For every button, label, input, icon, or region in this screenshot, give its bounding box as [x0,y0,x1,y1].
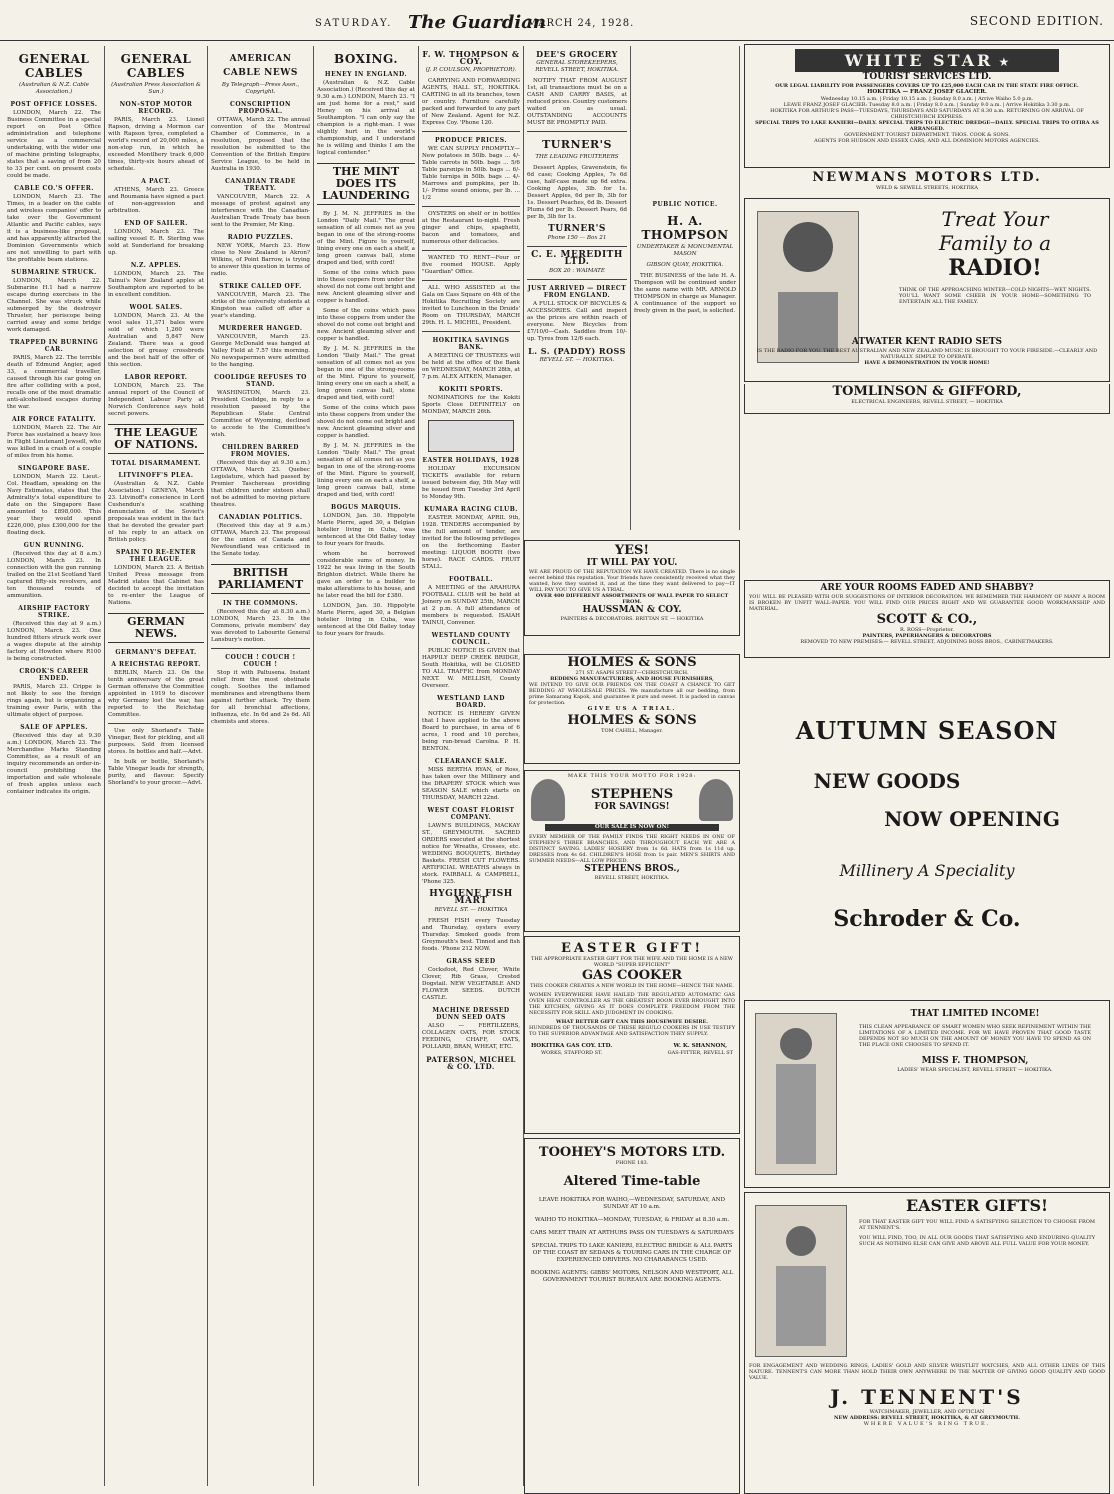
story-text: (Australian & N.Z. Cable Association.) GENEVA, March 23. Litvinoff's conscience in Lord Cushendun's scathing denunciation of the Soviet's proposals was evident in the fact that he devoted the greater part of his reply to an attack on British policy. [108,481,204,543]
story-text: (Received this day at 9.30 a.m.) OTTAWA, March 23. Quebec Legislature, which had passed by Premier Taschereau providing that children under sixteen shall not be admitted to moving picture theatres. [211,460,310,508]
story-heading: TRAPPED IN BURNING CAR. [9,339,99,353]
story-text: LONDON, March 23. The Tainui's New Zealand apples at Southampton are reported to be in excellent condition. [108,271,204,298]
ad-text: NOTIFY THAT FROM AUGUST 1st, all transactions must be on a CASH AND CARRY BASIS, at reduced prices. Country customers waited on as usual. OUTSTANDING ACCOUNTS MUST BE PROMPTLY PAID. [527,78,627,126]
column-heading: GENERAL CABLES [120,52,192,80]
story-heading: BOGUS MARQUIS. [331,504,401,511]
ad-heading: EASTER HOLIDAYS, 1928 [422,457,520,464]
tennent-footer [745,1363,1109,1427]
story-heading: CANADIAN TRADE TREATY. [225,178,296,192]
story-text: NEW YORK, March 23. How close to New Zealand is Akron? Wilkins, of Point Barrow, is trying to answer this question in terms of radio. [211,243,310,277]
ad-text: WE ARE PROUD OF THE REPUTATION WE HAVE CREATED. There is no single secret behind this reputation. Your friends have consistently received what they wanted, how they wanted it, and at the time they want delivered to pay—IT WILL PAY YOU TO GIVE US A TRIAL. [529,569,735,593]
story-text: LONDON, Jan. 30. Hippolyte Marie Pierre, aged 30, a Belgian hotelier living in Cuba, was sentenced at the Old Bailey today to four years for frauds. [317,513,415,547]
column-public-notice [631,46,740,530]
story-heading: STRIKE CALLED OFF. [219,283,302,290]
ad-company: Schroder & Co. [833,906,1021,932]
ad-text: ALL WHO ASSISTED at the Gala on Cass Square on 4th of the Hokitika Recruiting Society are invited to Luncheon in the Druids' Room on THURSDAY, MARCH 29th. H. L. MICHEL, President. [422,285,520,326]
ad-title: EASTER GIFTS! [905,1196,1049,1215]
ad-text: THE BUSINESS of the late H. A. Thompson will be continued under the same name with MR. ARNOLD THOMPSON in charge as Manager. A continuance of the support so freely given in the past, is solicited. [634,273,736,314]
ad-heading: KUMARA RACING CLUB. [424,506,518,513]
ad-text: THINK OF THE APPROACHING WINTER—COLD NIGHTS—WET NIGHTS. YOU'LL WANT SOME CHEER IN YOUR HOME—SOMETHING TO ENTERTAIN ALL THE FAMILY. [899,287,1091,305]
ad-text: HAVE A DEMONSTRATION IN YOUR HOME! [864,360,990,366]
ad-subtitle: NOW OPENING [884,807,1060,831]
ad-footer-row [525,1037,739,1056]
ad-heading: MACHINE DRESSED DUNN SEED OATS [432,1007,510,1021]
ad-subtitle: TOURIST SERVICES LTD. [862,72,992,82]
masthead-title: The Guardian [408,12,546,33]
ad-holmes [524,654,740,764]
ad-text: THIS CLEAN APPEARANCE OF SMART WOMEN WHO SEEK REFINEMENT WITHIN THE LIMITATIONS OF A LIMITED INCOME. FOR WE HAVE PROVEN THAT GOOD TASTE DEPENDS NOT SO MUCH ON THE AMOUNT OF MONEY YOU HAVE TO SPEND AS ON THE PLACE ONE CHOOSES TO SPEND IT. [859,1024,1091,1048]
ad-text: IS THE RADIO FOR YOU. THE BEST AUSTRALIAN AND NEW ZEALAND MUSIC IS BROUGHT TO YOUR FIRESIDE.—CLEARLY AND NATURALLY. SIMPLE TO OPERATE. [756,348,1098,360]
divider [422,206,520,207]
section-heading-british-parliament: BRITISH PARLIAMENT [211,564,310,594]
divider [422,250,520,251]
ad-text: SPECIAL TRIPS TO LAKE KANIERI, ELECTRIC BRIDGE & ALL PARTS OF THE COAST BY SEDANS & TOURING CARS IN THE CHARGE OF EXPERIENCED DRIVERS. NO CHARABANCS USED. [531,1243,733,1263]
ad-subheading: THE LEADING FRUITERERS [535,154,619,160]
story-text: whom he borrowed considerable sums of money. In 1922 he was living in the South Brighton district. While there he gave an order to a builder to make alterations to his house, and he later read the bill for £380. [317,551,415,599]
speaker-horn-icon [783,222,833,272]
ad-heading: TURNER'S [548,224,606,234]
tennent-text-block [855,1197,1099,1247]
ad-white-star [744,44,1110,168]
ad-title: TOOHEY'S MOTORS LTD. [538,1145,726,1160]
ad-company: TOMLINSON & GIFFORD, [832,384,1022,399]
story-heading: SPAIN TO RE-ENTER THE LEAGUE. [116,549,196,563]
column-boxing [314,46,419,1486]
ad-radio [744,198,1110,382]
column-general-cables-2 [105,46,208,1486]
story-text: (Australian & N.Z. Cable Association.) (Received this day at 9.30 a.m.) LONDON, March 23. "I am just home for a rest," said Heney on his arrival at Southampton. "I can only say the champion is a right-man. I was slightly hurt in the world's championship, and I understand he is willing and thinks I am the logical contender." [317,80,415,156]
story-heading: GERMANY'S DEFEAT. [115,649,197,656]
masthead [0,0,1114,41]
story-text: VANCOUVER, March 23. The strike of the university students at Kingston was called off after a year's standing. [211,292,310,319]
story-text: LONDON, March 23. The annual report of the Council of Independent Labour Party at Norwich Conference says hold secret powers. [108,383,204,417]
ad-text: MISS BERTHA RYAN, of Ross, has taken over the Millinery and the DRAPERY STOCK which was SEASON SALE which starts on THURSDAY, MARCH 22nd. [422,767,520,801]
ad-gas-cooker [524,936,740,1134]
story-heading: IN THE COMMONS. [223,600,298,607]
story-text: LONDON, March 23. The Times, in a leader on the cable and wireless companies' offer to take over the Government Atlantic and Pacific cables, says it is a business-like proposal, and has apparently attracted the Dominion Governments which are not unwilling to part with the profitable beam stations. [7,194,101,263]
ad-scott [744,580,1110,658]
ad-title: YES! [614,543,650,558]
ad-text: HUNDREDS OF THOUSANDS OF THESE REGULO COOKERS IN USE TESTIFY TO THE SUPERIOR ADVANTAGE AND SATISFACTION THEY SUPPLY. [529,1025,735,1037]
ad-route: HOKITIKA — FRANZ JOSEF GLACIER. [867,89,987,95]
ad-text: OUR LEGAL LIABILITY FOR PASSENGERS COVERS UP TO £25,000 EACH CAR IN THE STATE FIRE OFFICE. [775,83,1079,89]
ad-text: LEAVE HOKITIKA FOR WAIHO,—WEDNESDAY, SATURDAY, AND SUNDAY AT 10 a.m. [538,1197,726,1210]
column-classified-ads-2 [524,46,631,530]
ad-title: NEWMANS MOTORS LTD. [812,170,1042,185]
story-text: OTTAWA, March 22. The annual convention of the Montreal Chamber of Commerce, in a resolution, proposed that the resolution be submitted to the Convention of the British Empire Service League, to be held in Australia in 1930. [211,117,310,172]
ad-heading: KOKITI SPORTS. [438,386,504,393]
section-heading-german-news: GERMAN NEWS. [108,613,204,643]
ad-text: AGENTS FOR HUDSON AND ESSEX CARS, AND ALL DOMINION MOTORS AGENCIES. [814,138,1040,144]
ad-title: Treat Your [941,207,1049,231]
ad-heading: PRODUCE PRICES. [435,137,507,144]
income-text-block [855,1009,1095,1073]
story-heading: N.Z. APPLES. [130,262,182,269]
story-text: PARIS, March 23. Crippe is not likely to see the foreign rings again, but is organizing a training ewer Paris, with the ultimate object of purpose. [7,684,101,718]
story-heading: LITVINOFF'S PLEA. [118,472,194,479]
story-text: (Received this day at 9 a.m.) LONDON, March 23. One hundred fitters struck work over a wages dispute at the airship factory at Howden where R100 is being constructed. [7,621,101,662]
ad-text: OVER 400 DIFFERENT ASSORTMENTS OF WALL PAPER TO SELECT FROM. [535,593,729,605]
column-heading: BOXING. [334,52,398,66]
story-text: Some of the coins which pass into these coppers from under the shovel do not come out bright and new. Ancient gleaming silver and copper is handled. [317,405,415,439]
ad-manager: W. K. SHANNON, [673,1043,728,1049]
story-text: BERLIN, March 23. On the tenth anniversary of the great German offensive the Committee appointed in 1919 to discover why Germany lost the war, has reported to the Reichstag Committee. [108,670,204,718]
ad-text: LAWN'S BUILDINGS, MACKAY ST., GREYMOUTH. SACRED ORDERS executed at the shortest notice for Wreaths, Crosses, etc. WEDDING BOUQUETS, Birthday Baskets. FRESH CUT FLOWERS. ARTIFICIAL WREATHS always in stock. FAIRBALL & CAMPBELL, 'Phone 325. [422,823,520,885]
ad-address: PAINTERS & DECORATORS. BRITTAN ST. — HOKITIKA [560,616,704,622]
ad-tomlinson [744,384,1110,414]
story-heading: CABLE CO.'S OFFER. [14,185,94,192]
ad-subheading: GIBSON QUAY, HOKITIKA. [646,262,724,268]
column-subheading: (Australian Press Association & Sun.) [111,82,201,95]
advert-text: Stop it with Paltusena. Instant relief from the most obstinate cough. Soothes the inflamed membranes and strengthens them against further attack. Try them for all bronchial affections, influenza, etc. In 6d and 2s 6d. All chemists and stores. [211,670,310,725]
ad-brand-block [591,787,673,813]
ad-company: HAUSSMAN & COY. [582,605,682,615]
ad-text: PAINTERS, PAPERHANGERS & DECORATORS [862,633,992,639]
ad-address: WELD & SEWELL STREETS, HOKITIKA [875,185,979,191]
story-heading: GUN RUNNING. [23,542,85,549]
ad-text: HOLIDAY EXCURSION TICKETS available for return issued between day, 5th May will be issued from Tuesday 3rd April to Monday 9th. [422,466,520,500]
ad-heading: H. A. THOMPSON [641,214,729,242]
masthead-day: SATURDAY. [315,18,393,29]
column-general-cables-1 [4,46,105,1486]
ad-text: A FULL STOCK OF BICYCLES & ACCESSORIES. Call and inspect as the prices are within reach of everyone. New Bicycles from £7/10/0—Cash. Saddles from 10/- up. Tyres from 12/6 each. [527,301,627,342]
ad-text: CARRYING AND FORWARDING AGENTS, HALL ST., HOKITIKA. CARTING in all its branches, town or country. Furniture carefully packed and forwarded to any part of New Zealand. Agent for N.Z. Express Coy. 'Phone 120. [422,78,520,126]
ad-subheading: BOX 20 : WAIMATE [548,268,606,274]
story-text: By J. M. N. JEFFRIES in the London "Daily Mail." The great sensation of all comes not as you began in one of the strong-rooms of the Mint. Figure to yourself, lining every one on each a shelf, a long green canvas ball, stone draped and tied, with cord! [317,443,415,498]
ad-text: WE INTEND TO GIVE OUR FRIENDS ON THE COAST A CHANCE TO GET BEDDING AT WHOLESALE PRICES. We manufacture all our bedding, from prime Samarang Kapok, and guarantee it pure and sweet. It is packed in canvas for protection. [529,682,735,706]
ad-text: NOMINATIONS for the Kokiti Sports Close DEFINITELY on MONDAY, MARCH 26th. [422,395,520,415]
story-text: WASHINGTON, March 23. President Coolidge, in reply to a resolution passed by the Republican State Central Committee of Wyoming, declined to accede to the Committee's wish. [211,390,310,438]
ad-slogan: GIVE US A TRIAL. [587,706,677,712]
story-text: LONDON, March 23. A British United Press message from Madrid states that Cabinet has decided to accept the invitation to re-enter the League of Nations. [108,565,204,606]
story-heading: TOTAL DISARMAMENT. [111,460,201,467]
ad-heading: F. W. THOMPSON & COY. [422,49,520,66]
story-text: VANCOUVER, March 23. George McDonald was hanged at Valley Field at 7.57 this morning. No newspapermen were admitted to the hanging. [211,334,310,368]
story-text: Some of the coins which pass into these coppers from under the shovel do not come out bright and new. Ancient gleaming silver and copper is handled. [317,308,415,342]
story-heading: RADIO PUZZLES. [227,234,294,241]
advert-text: In bulk or bottle, Shorland's Table Vinegar leads for strength, purity, and flavour. Specify Shorland's to your grocer.—Advt. [108,759,204,786]
story-text: (Received this day at 8.30 a.m.) LONDON, March 23. In the Commons, private members' day was devoted to Labourite General Lansbury's motion. [211,609,310,643]
story-heading: LABOR REPORT. [124,374,188,381]
ad-subheading: Phone 150 — Box 21 [547,235,607,241]
ad-subheading: REVELL ST. — HOKITIKA [434,907,508,913]
story-heading: WOOL SALES. [129,304,183,311]
story-text: By J. M. N. JEFFRIES in the London "Daily Mail." The great sensation of all comes not as you began in one of the strong-rooms of the Mint. Figure to yourself, lining every one on each a shelf, a long green canvas ball, stone draped and tied, with cord! [317,346,415,401]
ad-text: YOU WILL BE PLEASED WITH OUR SUGGESTIONS OF INTERIOR DECORATION. WE REMEMBER THE HARMONY OF MANY A ROOM IS BROKEN BY UNFIT WALL-PAPER. YOU WILL FIND OUR PRICES RIGHT AND WE GUARANTEE GOOD WORKMANSHIP AND MATERIAL. [749,594,1105,612]
story-heading: POST OFFICE LOSSES. [10,101,98,108]
ad-heading: WESTLAND LAND BOARD. [437,695,505,709]
ad-title: EASTER GIFT! [560,941,704,956]
ad-schroder [744,702,1110,988]
ad-title: GAS COOKER [581,968,683,983]
column-subheading: By Telegraph—Press Assn., Copyright. [221,82,300,95]
ad-tooheys [524,1138,740,1494]
story-text: PARIS, March 23. Lionel Rapson, driving a Mormon car with Rapson tyres, completed a world's record of 20,000 miles, a non-stop run, in which he exceeded Montlhery track 6,000 times, thirty-six hours ahead of schedule. [108,117,204,172]
divider [211,648,310,649]
ad-text: OYSTERS on shelf or in bottles at the Restaurant to-night. Fresh ginger and chips, spaghetti, bacon and tomatoes, and numerous other delicacies. [422,211,520,245]
ad-text: ALSO — FERTILIZERS, COLLAGEN OATS, FOR STOCK FEEDING, CHAFF, OATS, POLLARD, BRAN, WHEAT, ETC. [422,1023,520,1050]
ad-text: YOU WILL FIND, TOO, IN ALL OUR GOODS THAT SATISFYING AND ENDURING QUALITY SUCH AS NOTHING ELSE CAN GIVE AND ABOVE ALL FULL VALUE FOR YOUR MONEY. [859,1235,1095,1247]
ad-text: REMOVED TO NEW PREMISES:— REVELL STREET, ADJOINING ROSS BROS., CABINETMAKERS. [800,639,1054,645]
ad-text: Cocksfoot, Red Clover, White Clover, Rib Grass, Crested Dogstail. NEW VEGETABLE AND FLOWER SEEDS. DUTCH CASTLE. [422,967,520,1001]
story-text: LONDON, March 23. At the wool sales 11,371 bales were sold of which 1,260 were Australian and 5,847 New Zealand. There was a good selection of greasy crossbreds and the best half of the offer of this section. [108,313,204,368]
ad-address: LADIES' WEAR SPECIALIST, REVELL STREET — HOKITIKA. [897,1067,1053,1073]
ad-title: ARE YOUR ROOMS FADED AND SHABBY? [820,583,1034,593]
story-heading: MURDERER HANGED. [218,325,303,332]
masthead-edition: SECOND EDITION. [969,14,1104,28]
figure-icon [776,1266,826,1346]
divider [527,131,627,132]
story-text: Some of the coins which pass into these coppers from under the shovel do not come out bright and new. Ancient gleaming silver and copper is handled. [317,270,415,304]
ad-text: WANTED TO RENT—Four or five roomed HOUSE. Apply "Guardian" Office. [422,255,520,275]
story-heading: NON-STOP MOTOR RECORD. [119,101,193,115]
story-text: PARIS, March 22. The terrible death of Edmund Angier, aged 33, a commercial traveller, caused through his car going on fire after colliding with a post, recalls one of the most dramatic anti-alcoholised escapes during the war. [7,355,101,410]
ad-subtitle: FOR SAVINGS! [594,802,670,812]
ad-heading: WEST COAST FLORIST COMPANY. [427,807,515,821]
ad-address: 271 ST. ASAPH STREET—CHRISTCHURCH. [575,670,689,676]
ad-subtitle: Millinery A Speciality [839,861,1015,880]
ad-subtitle: THE APPROPRIATE EASTER GIFT FOR THE WIFE AND THE HOME IS A NEW WORLD "SUPER EFFICIENT" [531,956,733,968]
ad-subtitle: THIS COOKER CREATES A NEW WORLD IN THE HOME—HENCE THE NAME. [530,983,734,989]
masthead-date: MARCH 24, 1928. [527,18,635,29]
advert-heading: COUCH ! COUCH ! COUCH ! [225,654,296,668]
lady-hat-illustration-icon [531,779,565,821]
divider [527,246,627,247]
story-heading: AIRSHIP FACTORY STRIKE. [18,605,90,619]
ad-address: REVELL STREET, HOKITIKA. [594,875,670,881]
ad-title: THAT LIMITED INCOME! [910,1009,1040,1019]
story-heading: A PACT. [141,178,171,185]
story-text: LONDON, Jan. 30. Hippolyte Marie Pierre, aged 30, a Belgian hotelier living in Cuba, was sentenced at the Old Bailey today to four years for frauds. [317,603,415,637]
ad-heading: GRASS SEED [446,958,496,965]
ad-heading: C. E. MEREDITH LTD. [531,250,623,267]
story-text: LONDON, March 22. The Air Force has sustained a heavy loss in Flight Lieutenant Jewsell, who was killed in a crash of a couple of miles from his home. [7,425,101,459]
ad-text: FOR THAT EASTER GIFT YOU WILL FIND A SATISFYING SELECTION TO CHOOSE FROM AT TENNENT'S. [859,1219,1095,1231]
story-heading: SINGAPORE BASE. [17,465,90,472]
ad-heading: CLEARANCE SALE. [434,758,508,765]
ad-subtitle: ATWATER KENT RADIO SETS [851,337,1003,347]
ad-heading: TURNER'S [542,138,612,151]
ad-text: A MEETING OF TRUSTEES will be held at the office of the Bank on WEDNESDAY, MARCH 28th, at 7 p.m. ALEX AITKEN, Manager. [422,353,520,380]
story-heading: COOLIDGE REFUSES TO STAND. [214,374,307,388]
ad-company: J. TENNENT'S [830,1385,1024,1409]
column-american-cable-news [208,46,314,1486]
ad-manager: TOM CAHILL, Manager. [601,728,663,734]
story-heading: A REICHSTAG REPORT. [111,661,201,668]
hat-icon [780,1028,812,1060]
ad-text: EASTER MONDAY, APRIL 9th, 1928. TENDERS accompanied by the full amount of tender, are invited for the following privileges on the forthcoming Easter meeting: LIQUOR BOOTH (two horse). RACE CARDS. FRUIT STALL. [422,515,520,570]
dress-icon [776,1064,816,1164]
ad-heading: JUST ARRIVED — DIRECT FROM ENGLAND. [527,285,627,299]
ad-company: SCOTT & CO., [876,612,978,627]
section-heading-mint: THE MINT DOES ITS LAUNDERING [317,163,415,205]
ad-footer-left [531,1043,612,1056]
ad-text: EVERY MEMBER OF THE FAMILY FINDS THE RIGHT NEEDS IN ONE OF STEPHEN'S THREE BRANCHES, AND THROUGHOUT EACH WE ARE A DISTINCT SAVING. LADIES' HOSIERY from 1s 6d. HATS from 1s 11d up. DRESSES from 4s 6d. CHILDREN'S HOSE from 1s pair. MEN'S SHIRTS AND SUMMER NEEDS—ALL LOW PRICED. [529,834,735,864]
ad-heading: HYGIENE FISH MART [429,889,513,906]
ad-heading: PATERSON, MICHEL & CO. LTD. [426,1055,516,1071]
ad-subheading: (J. P. COULSON, PROPRIETOR). [425,67,517,73]
ad-subheading: UNDERTAKER & MONUMENTAL MASON [636,244,734,257]
story-heading: SALE OF APPLES. [20,724,88,731]
section-heading-league: THE LEAGUE OF NATIONS. [108,424,204,454]
lady-hat-illustration-icon [699,779,733,821]
atwater-block [745,337,1109,366]
ad-text: FOR ENGAGEMENT AND WEDDING RINGS, LADIES' GOLD AND SILVER WRISTLET WATCHES, AND ALL OTHER LINES OF THIS NATURE. TENNENT'S CAN MORE THAN HOLD THEIR OWN ANYWHERE IN THE MATTER OF GIVING GOOD QUALITY AND GOOD VALUE. [749,1363,1105,1381]
story-text: (Received this day at 8 a.m.) LONDON, March 23. In connection with the gun running trailed on the 21st Scotland Yard captured fifty-six revolvers, and ten thousand rounds of ammunition. [7,551,101,599]
divider [422,280,520,281]
ad-subtitle: Altered Time-table [563,1174,701,1189]
ad-text: CARS MEET TRAIN AT ARTHURS PASS ON TUESDAYS & SATURDAYS [530,1230,734,1236]
railway-engine-illustration [428,420,514,452]
ad-stephens [524,770,740,932]
ad-text: HOKITIKA FOR ARTHUR'S PASS—TUESDAYS, THURSDAYS AND SATURDAYS AT 8.30 a.m. RETURNING ON ARRIVAL OF CHRISTCHURCH EXPRESS. [770,108,1084,120]
ad-tennent [744,1192,1110,1494]
ad-title: RADIO! [948,255,1042,281]
ad-company: HOLMES & SONS [567,713,697,728]
story-text: (Received this day at 9.30 a.m.) LONDON, March 23. The Merchandise Marks Standing Committee, as a result of an inquiry recommends an order-in-council prohibiting the importation and sale wholesale of fresh apples unless each container indicates its origin. [7,733,101,795]
jewellery-illustration [755,1205,847,1357]
ad-title: WHITE STAR [844,51,994,70]
story-heading: AIR FORCE FATALITY. [11,416,97,423]
ad-address: NEW ADDRESS: REVELL STREET, HOKITIKA, & AT GREYMOUTH. [833,1415,1021,1421]
ad-miss-thompson [744,1000,1110,1188]
ad-slogan: WHERE VALUE'S RING TRUE. [863,1421,991,1427]
spacer [634,46,736,196]
ad-phone: PHONE 183. [615,1160,649,1166]
ad-slogan: MAKE THIS YOUR MOTTO FOR 1928: [567,773,697,779]
divider [108,723,204,724]
story-text: ATHENS, March 23. Greece and Roumania have signed a pact of non-aggression and arbitration. [108,187,204,214]
ad-heading: FOOTBALL. [449,576,493,583]
ad-address: GAS-FITTER, REVELL ST [667,1050,733,1056]
ad-text: R. ROSS—Proprietor. [900,627,954,633]
story-text: LONDON, March 22. Submarine H.1 had a narrow escape during exercises in the Channel. She was struck while submerged by the destroyer Thruster, her periscope being carried away and some bridge work damaged. [7,278,101,333]
ad-subtitle: NEW GOODS [813,769,961,793]
ad-timetable: Wednesday 10.15 a.m. | Friday 10.15 a.m. | Sunday 8.0 a.m. | Arrive Waiho 5.0 p.m. [820,96,1034,102]
story-heading: SUBMARINE STRUCK. [11,269,97,276]
ad-newmans [744,170,1110,194]
ad-address: ELECTRICAL ENGINEERS, REVELL STREET, — HOKITIKA [851,399,1003,405]
ad-subtitle: BEDDING MANUFACTURERS, AND HOUSE FURNISHERS, [550,676,714,682]
ad-subheading: GENERAL STOREKEEPERS, REVELL STREET, HOKITIKA. [535,60,619,73]
ad-haussman [524,540,740,636]
story-text: LONDON, March 23. The sailing vessel E. R. Sterling was sold at Sunderland for breaking up. [108,229,204,256]
ad-subtitle: IT WILL PAY YOU. [586,558,678,568]
ad-header-row [525,779,739,821]
divider [422,331,520,332]
ad-text: Dessert Apples, Gravenstein, 6s 6d case; Cooking Apples, 7s 6d case, half-case made up 6d extra. Cooking Apples, 3lb. for 1s. Dessert Apples, 6d per lb, 3lb for 1s. Dessert Peaches, 6d lb. Dessert Plums 6d per lb. Dessert Pears, 6d per lb, 3lb for 1s. [527,165,627,220]
ad-company: STEPHENS BROS., [584,864,680,874]
ad-footer-right [668,1043,733,1056]
ring-icon [786,1226,816,1256]
story-heading: CROOK'S CAREER ENDED. [19,668,89,682]
ad-title: HOLMES & SONS [567,655,697,670]
ad-text: BOOKING AGENTS: GIBBS' MOTORS, NELSON AND WESTPORT, ALL GOVERNMENT TOURIST BUREAUX ARE BOOKING AGENTS. [530,1270,734,1283]
story-heading: CONSCRIPTION PROPOSAL. [230,101,291,115]
advert-text: Use only Shorland's Table Vinegar, Best for pickling, and all purposes. Sold from licensed stores. In bottles and half.—Advt. [108,728,204,755]
ad-subheading: REVELL ST. — HOKITIKA. [539,357,615,363]
ad-title: AUTUMN SEASON [795,716,1059,745]
story-text: LONDON, March 22. The Business Committee in a special report on Post Office administration and telephone service as a commercial undertaking, with the wider one of machine printing telegraphs, states that a saving of from 20 to 33 per cent. on present costs could be made. [7,110,101,179]
story-text: By J. M. N. JEFFRIES in the London "Daily Mail." The great sensation of all comes not as you began in one of the strong-rooms of the Mint. Figure to yourself, lining every one on each a shelf, a long green canvas ball, stone draped and tied, with cord! [317,211,415,266]
story-heading: HENEY IN ENGLAND. [324,71,408,78]
column-subheading: (Australian & N.Z. Cable Association.) [19,82,89,95]
story-text: VANCOUVER, March 22. A message of protest against any interference with the Canadian-Australian Trade Treaty has been sent to the Premier, Mr King. [211,194,310,228]
story-text: LONDON, March 22. Lieut.-Col. Headlam, speaking on the Navy Estimates, states that the Admiralty's total expenditure to date on the Singapore Base amounted to £898,000. This year they would spend £226,000, plus £300,000 for the floating dock. [7,474,101,536]
story-heading: CHILDREN BARRED FROM MOVIES. [222,444,299,458]
ad-text: WOMEN EVERYWHERE HAVE HAILED THE REGULATED AUTOMATIC GAS OVEN HEAT CONTROLLER AS THE GREATEST BOON EVER BROUGHT INTO THE KITCHEN, GIVING AS IT DOES COMPLETE FREEDOM FROM THE NECESSITY FOR SKILL AND JUDGMENT IN COOKING. [529,992,735,1016]
divider [422,131,520,132]
star-icon: ★ [998,55,1010,69]
ad-timetable: LEAVE FRANZ JOSEF GLACIER: Tuesday 8.0 a.m. | Friday 8.0 a.m. | Sunday 9.0 a.m. | Arrive Hokitika 3.30 p.m. [783,102,1071,108]
lady-fashion-illustration [755,1013,837,1175]
column-heading: AMERICAN CABLE NEWS [223,54,298,78]
ad-text: A MEETING of the ARAHURA FOOTBALL CLUB will be held at Joinery on SUNDAY 25th, MARCH at 2 p.m. A full attendance of members is requested. ISAIAH TAINUI, Convener. [422,585,520,626]
ad-title: STEPHENS [590,787,674,802]
ad-heading: WESTLAND COUNTY COUNCIL. [431,632,511,646]
story-text: (Received this day at 9 a.m.) OTTAWA, March 23. The proposal for the union of Canada and Newfoundland was criticised in the Senate today. [211,523,310,557]
ad-company: HOKITIKA GAS COY. LTD. [531,1043,613,1049]
ad-text: FRESH FISH every Tuesday and Thursday, oysters every Thursday. Smoked goods from Greymouth's best. Tinned and fish foods. 'Phone 212 NOW. [422,918,520,952]
ad-address: WORKS, STAFFORD ST. [540,1050,603,1056]
divider [527,279,627,280]
ad-heading: PUBLIC NOTICE. [652,201,718,208]
story-heading: CANADIAN POLITICS. [218,514,303,521]
ad-text: WAIHO TO HOKITIKA—MONDAY, TUESDAY, & FRIDAY at 8.30 a.m. [534,1217,730,1223]
ad-text: GOVERNMENT TOURIST DEPARTMENT. THOS. COOK & SONS. [844,132,1010,138]
ad-text: PUBLIC NOTICE IS GIVEN that HAPPILY DEEP CREEK BRIDGE, South Hokitika, will be CLOSED TO ALL TRAFFIC from MONDAY NEXT. W. MELLISH, County Overseer. [422,648,520,689]
white-star-banner [795,49,1059,72]
ad-heading: L. S. (PADDY) ROSS [528,346,626,356]
column-heading: GENERAL CABLES [18,52,90,80]
ad-subtitle: WATCHMAKER, JEWELLER, AND OPTICIAN [869,1409,985,1415]
column-classified-ads-1 [419,46,524,1486]
ad-company: MISS F. THOMPSON, [921,1056,1029,1066]
story-heading: END OF SAILER. [124,220,188,227]
radio-headline [895,207,1095,305]
ad-text: WE CAN SUPPLY PROMPTLY— New potatoes in 50lb. bags ... 4/- Table carrots in 50lb. bags ... 5/6 Table parsnips in 50lb. bags ... 6/- Table turnips in 50lb. bags ... 4/- Marrows and pumpkins, per lb. 1/- Prime sound onions, per lb. ... 1/2 [422,146,520,201]
ad-heading: HOKITIKA SAVINGS BANK. [432,337,510,351]
ad-heading: DEE'S GROCERY [536,49,618,59]
sale-banner: OUR SALE IS NOW ON! [545,824,719,831]
ad-text: SPECIAL TRIPS TO LAKE KANIERI—DAILY. SPECIAL TRIPS TO ELECTRIC DREDGE—DAILY. SPECIAL TRIPS TO OTIRA AS ARRANGED. [755,120,1099,132]
ad-text: NOTICE IS HEREBY GIVEN that I have applied to the above Board to purchase, in area of 6 acres, 1 rood and 10 perches, being run-bread Carolna. P. H. BENTON. [422,711,520,752]
ad-title: Family to a [938,231,1052,255]
ad-slogan: WHAT BETTER GIFT CAN THIS HOUSEWIFE DESIRE. [555,1019,709,1025]
